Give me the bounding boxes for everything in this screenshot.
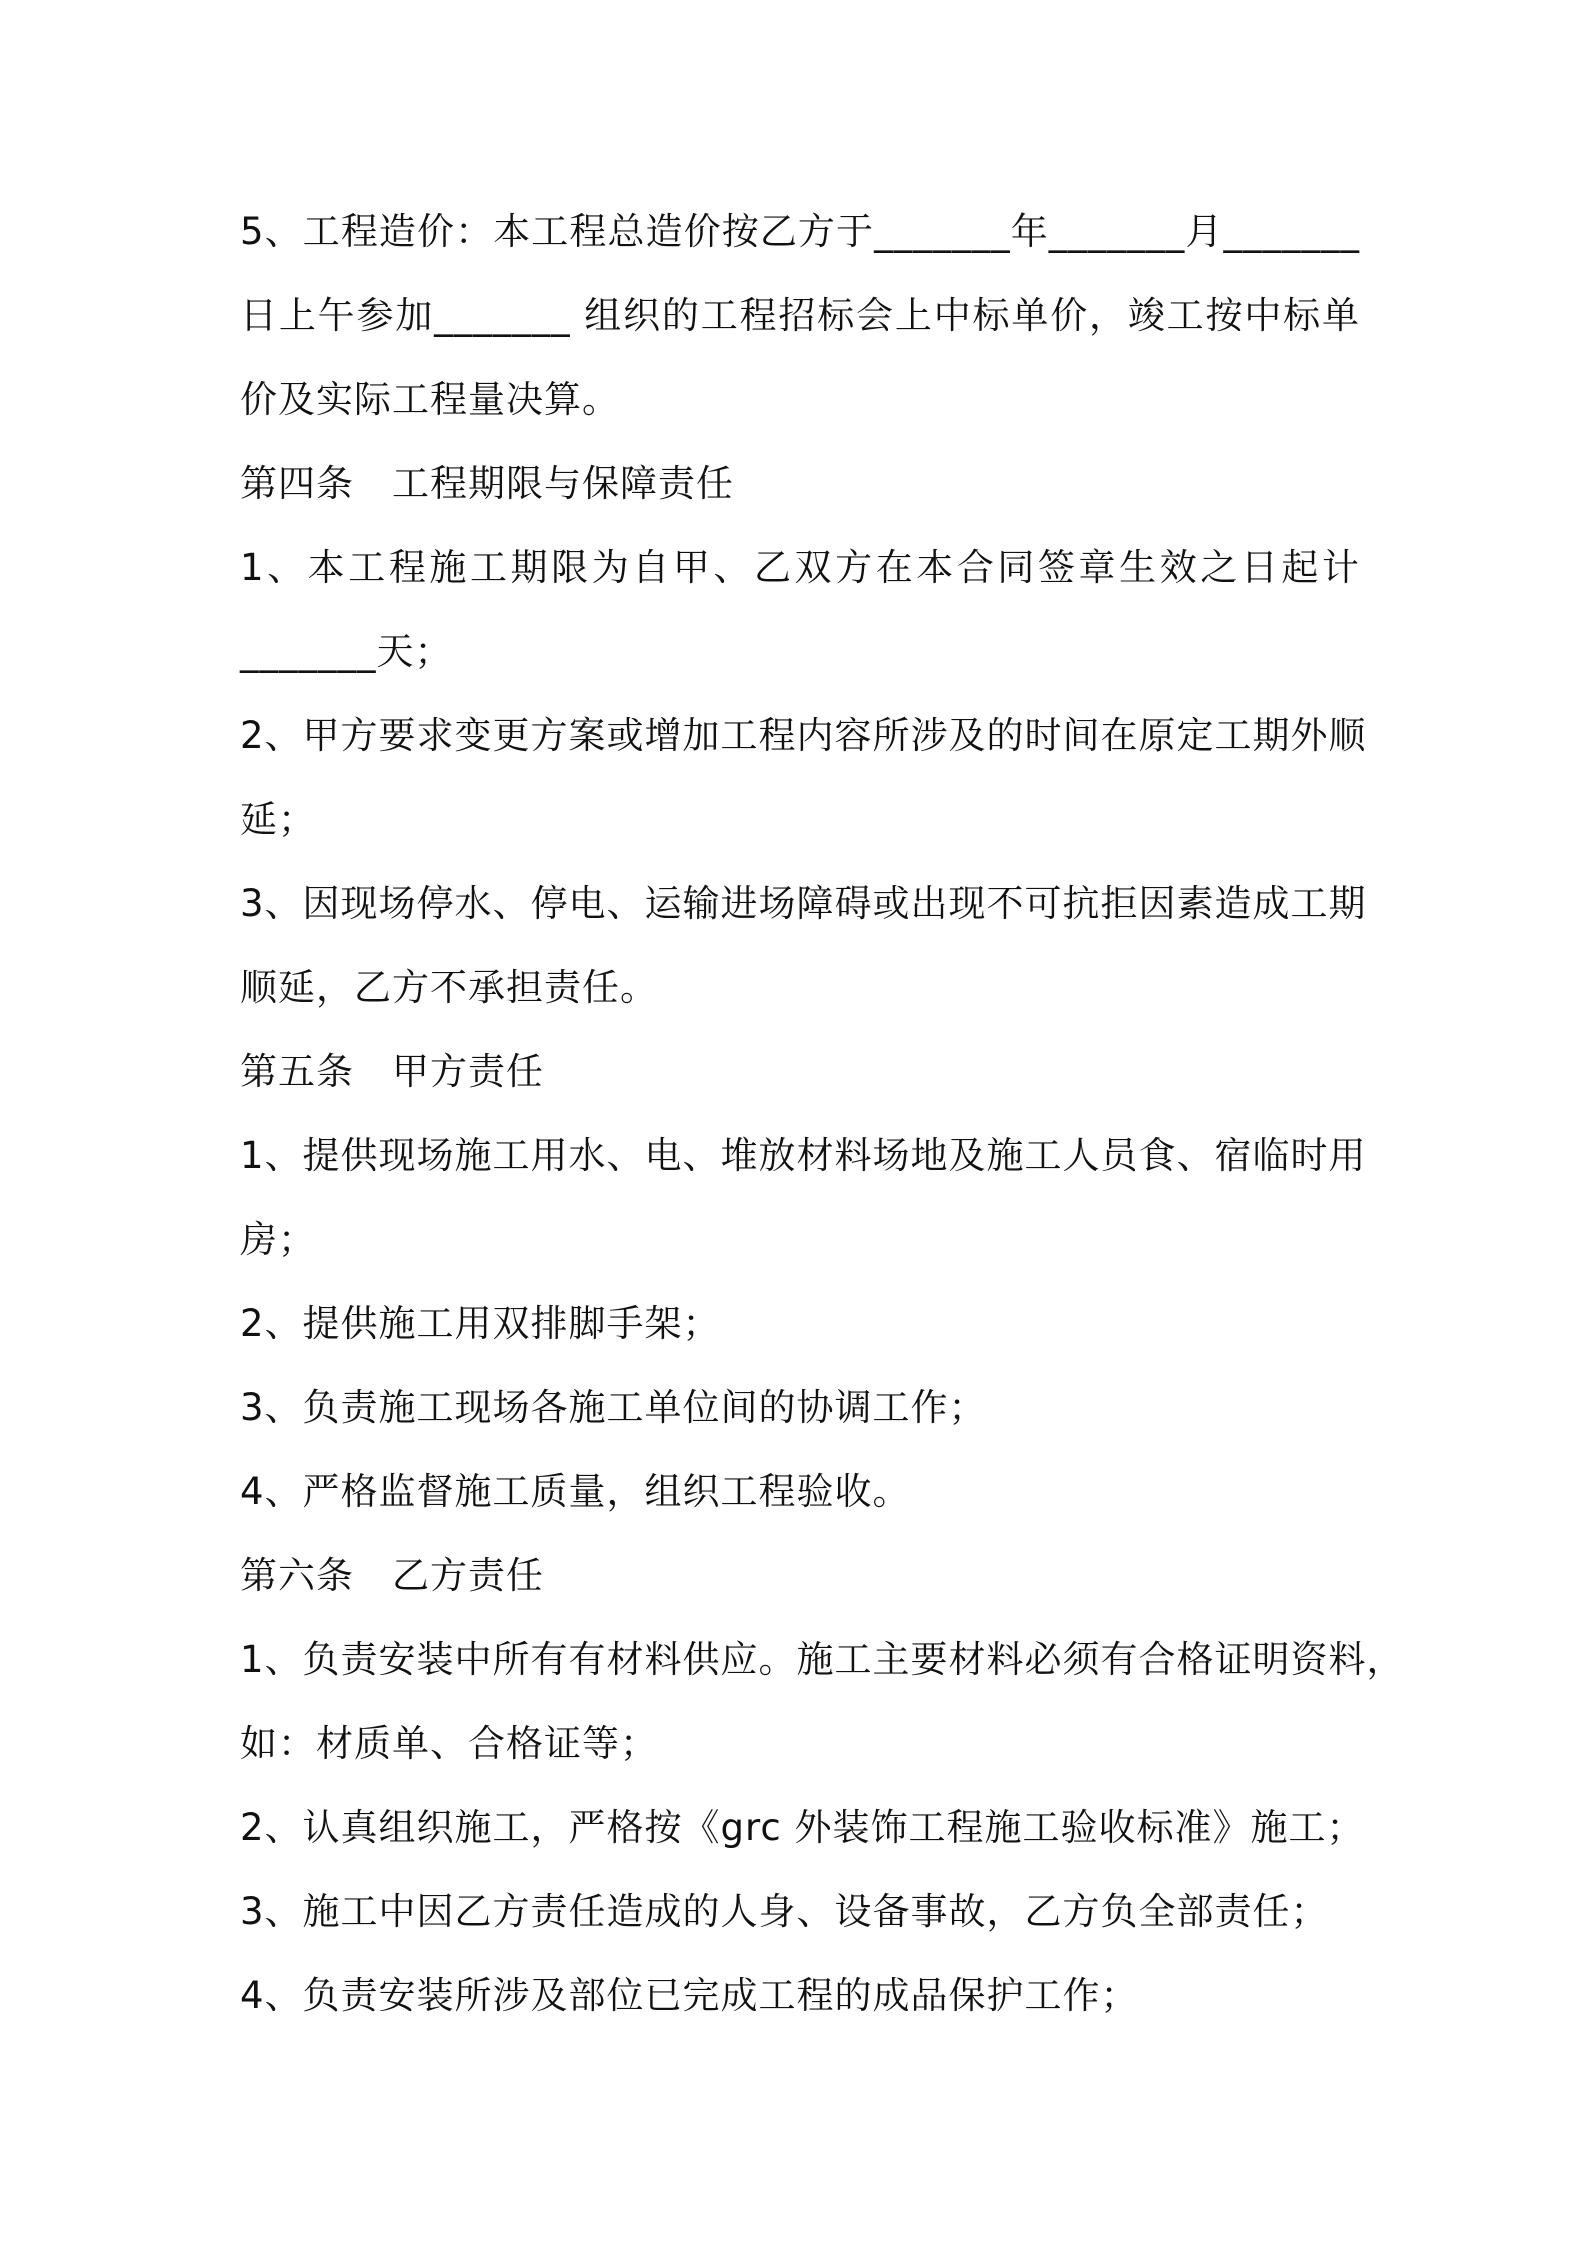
article-4-heading: 第四条 工程期限与保障责任 (240, 462, 734, 505)
article-6-item-3: 3、施工中因乙方责任造成的人身、设备事故，乙方负全部责任； (240, 1890, 1329, 1933)
article-5-item-1-line-2: 房； (240, 1218, 316, 1261)
article-6-item-1-line-2: 如：材质单、合格证等； (240, 1722, 658, 1765)
clause-3-5-line-2: 日上午参加_______ 组织的工程招标会上中标单价，竣工按中标单 (240, 294, 1360, 337)
article-6-item-4: 4、负责安装所涉及部位已完成工程的成品保护工作； (240, 1974, 1139, 2017)
article-4-item-1-line-2: _______天； (240, 630, 453, 673)
article-4-item-2-line-1: 2、甲方要求变更方案或增加工程内容所涉及的时间在原定工期外顺 (240, 714, 1367, 757)
article-4-item-3-line-2: 顺延，乙方不承担责任。 (240, 966, 658, 1009)
article-4-item-2-line-2: 延； (240, 798, 316, 841)
document-body (240, 190, 1405, 2038)
article-4-item-1-line-1: 1、本工程施工期限为自甲、乙双方在本合同签章生效之日起计 (240, 546, 1360, 589)
article-6-item-2: 2、认真组织施工，严格按《grc 外装饰工程施工验收标准》施工； (240, 1806, 1365, 1849)
article-5-item-4: 4、严格监督施工质量，组织工程验收。 (240, 1470, 911, 1513)
clause-3-5-line-1: 5、工程造价：本工程总造价按乙方于_______年_______月_______ (240, 210, 1360, 253)
article-4-item-3-line-1: 3、因现场停水、停电、运输进场障碍或出现不可抗拒因素造成工期 (240, 882, 1367, 925)
article-6-heading: 第六条 乙方责任 (240, 1554, 544, 1597)
clause-3-5-line-3: 价及实际工程量决算。 (240, 378, 620, 421)
article-5-item-3: 3、负责施工现场各施工单位间的协调工作； (240, 1386, 987, 1429)
article-5-item-1-line-1: 1、提供现场施工用水、电、堆放材料场地及施工人员食、宿临时用 (240, 1134, 1367, 1177)
article-5-heading: 第五条 甲方责任 (240, 1050, 544, 1093)
article-6-item-1-line-1: 1、负责安装中所有有材料供应。施工主要材料必须有合格证明资料， (240, 1638, 1405, 1681)
article-5-item-2: 2、提供施工用双排脚手架； (240, 1302, 721, 1345)
